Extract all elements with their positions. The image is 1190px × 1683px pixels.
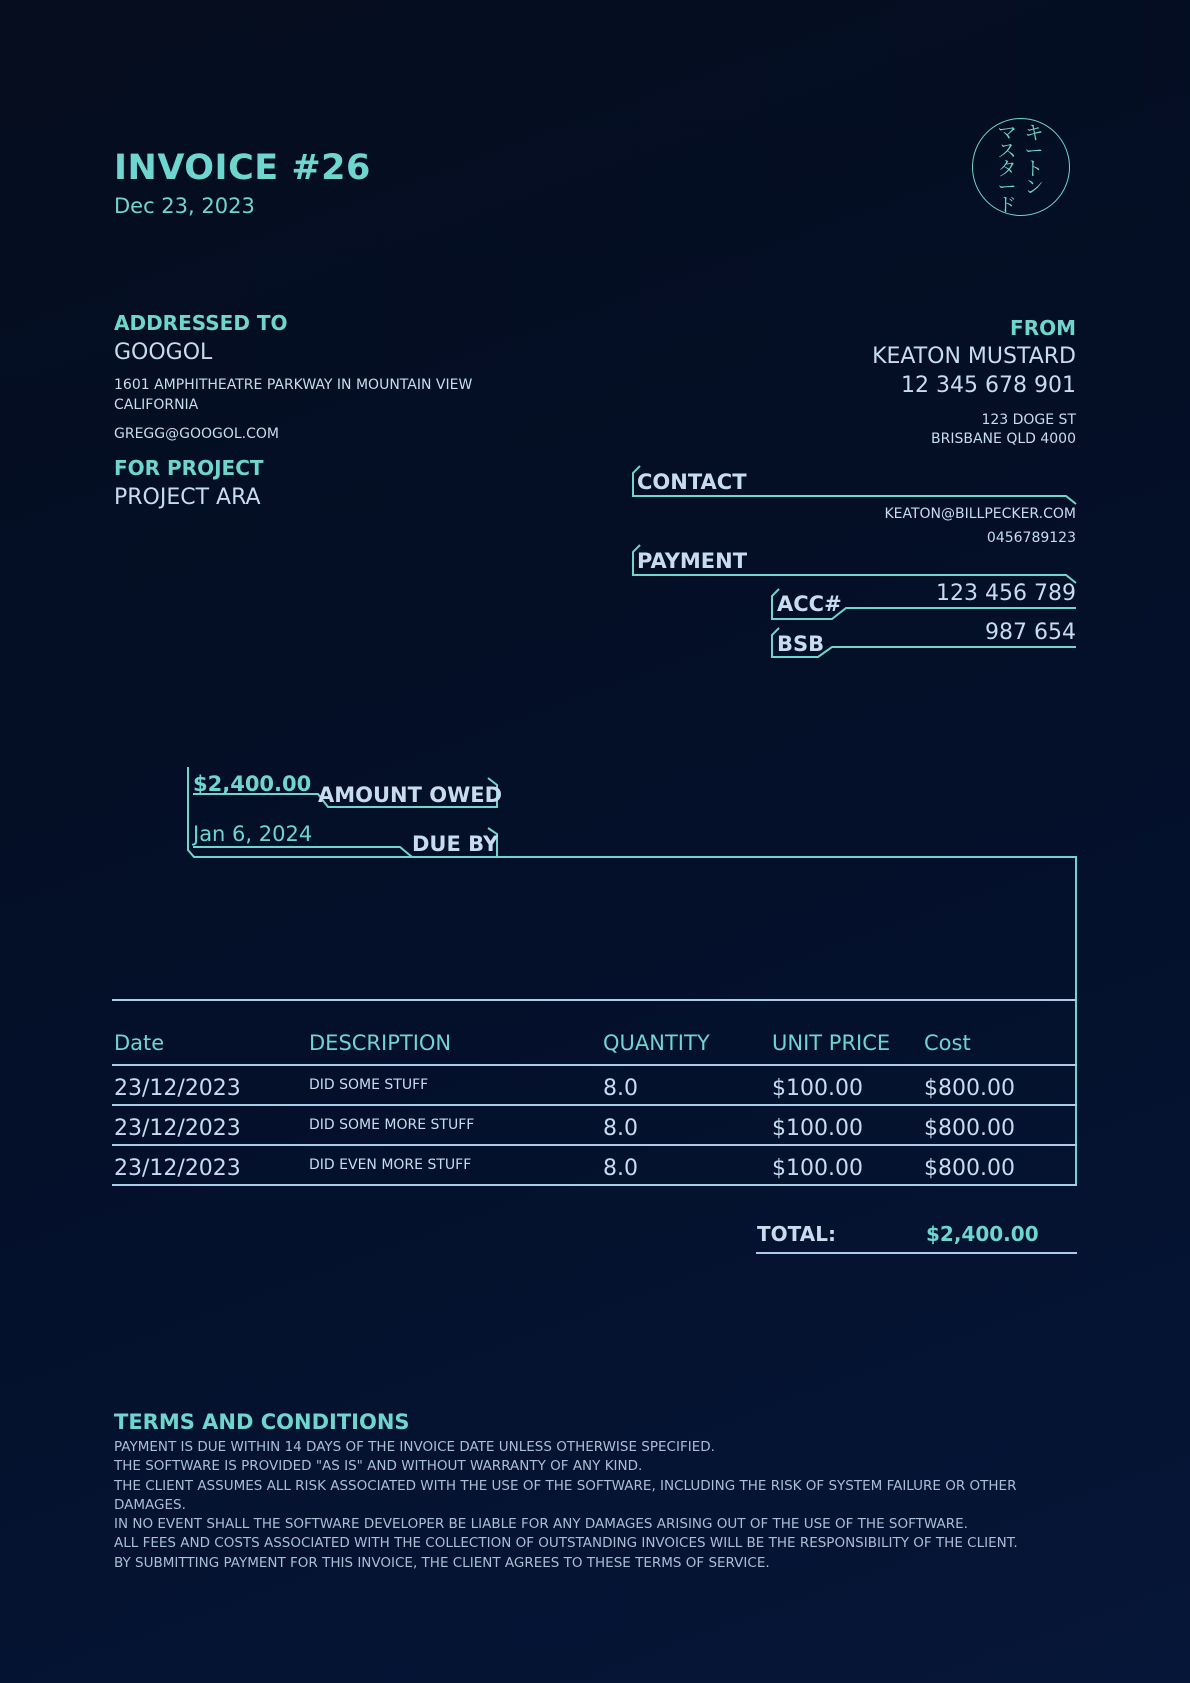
sender-abn: 12 345 678 901 [901, 373, 1076, 398]
total-label: TOTAL: [757, 1222, 836, 1246]
terms-line: THE SOFTWARE IS PROVIDED "AS IS" AND WITHOUT WARRANTY OF ANY KIND. [114, 1458, 643, 1475]
amount-owed-value: $2,400.00 [193, 772, 312, 796]
invoice-title: INVOICE #26 [114, 148, 371, 188]
contact-label: CONTACT [637, 470, 747, 494]
client-address-line1: 1601 AMPHITHEATRE PARKWAY IN MOUNTAIN VIEW [114, 377, 473, 393]
acc-label: ACC# [777, 592, 842, 616]
due-by-label: DUE BY [412, 832, 499, 856]
contact-email[interactable]: KEATON@BILLPECKER.COM [884, 506, 1076, 522]
contact-phone: 0456789123 [986, 530, 1076, 546]
payment-label: PAYMENT [637, 549, 748, 573]
row-description: DID EVEN MORE STUFF [309, 1157, 472, 1173]
terms-line: BY SUBMITTING PAYMENT FOR THIS INVOICE, THE CLIENT AGREES TO THESE TERMS OF SERVICE. [114, 1554, 770, 1571]
row-unit-price: $100.00 [772, 1116, 863, 1141]
from-label: FROM [1010, 316, 1076, 340]
column-header-unit-price: UNIT PRICE [772, 1031, 891, 1055]
terms-line: THE CLIENT ASSUMES ALL RISK ASSOCIATED WITH THE USE OF THE SOFTWARE, INCLUDING THE RISK OF SYSTEM FAILURE OR OTHER DAMAGES. [114, 1477, 1017, 1513]
katakana-logo-icon [972, 118, 1070, 216]
logo-column-2: キ ー ト ン [1024, 122, 1044, 198]
total-value: $2,400.00 [926, 1222, 1039, 1246]
row-date: 23/12/2023 [114, 1116, 241, 1141]
bsb-label: BSB [777, 632, 825, 656]
client-address-line2: CALIFORNIA [114, 397, 199, 413]
row-cost: $800.00 [924, 1076, 1015, 1101]
acc-value: 123 456 789 [936, 581, 1076, 606]
column-header-description: DESCRIPTION [309, 1031, 452, 1055]
row-date: 23/12/2023 [114, 1156, 241, 1181]
terms-line: ALL FEES AND COSTS ASSOCIATED WITH THE COLLECTION OF OUTSTANDING INVOICES WILL BE THE RESPONSIBILITY OF THE CLIENT. [114, 1535, 1018, 1552]
terms-title: TERMS AND CONDITIONS [114, 1410, 410, 1434]
terms-body [114, 1438, 1074, 1573]
addressed-to-label: ADDRESSED TO [114, 311, 288, 335]
project-name: PROJECT ARA [114, 485, 261, 510]
sender-name: KEATON MUSTARD [872, 344, 1076, 369]
due-date-value: Jan 6, 2024 [193, 822, 313, 846]
column-header-date: Date [114, 1031, 165, 1055]
row-quantity: 8.0 [603, 1116, 638, 1141]
sender-address-line1: 123 DOGE ST [981, 412, 1076, 428]
row-quantity: 8.0 [603, 1156, 638, 1181]
row-cost: $800.00 [924, 1156, 1015, 1181]
amount-owed-label: AMOUNT OWED [318, 783, 503, 807]
row-unit-price: $100.00 [772, 1156, 863, 1181]
column-header-cost: Cost [924, 1031, 971, 1055]
terms-line: IN NO EVENT SHALL THE SOFTWARE DEVELOPER BE LIABLE FOR ANY DAMAGES ARISING OUT OF THE USE OF THE SOFTWARE. [114, 1516, 968, 1533]
row-cost: $800.00 [924, 1116, 1015, 1141]
project-label: FOR PROJECT [114, 456, 264, 480]
invoice-date: Dec 23, 2023 [114, 194, 255, 218]
client-email: GREGG@GOOGOL.COM [114, 426, 279, 442]
row-date: 23/12/2023 [114, 1076, 241, 1101]
row-description: DID SOME STUFF [309, 1077, 429, 1093]
column-header-quantity: QUANTITY [603, 1031, 710, 1055]
row-description: DID SOME MORE STUFF [309, 1117, 475, 1133]
bsb-value: 987 654 [985, 620, 1076, 645]
client-name: GOOGOL [114, 340, 213, 365]
logo-column-1: マ ス タ ー ド [997, 122, 1017, 216]
row-quantity: 8.0 [603, 1076, 638, 1101]
terms-line: PAYMENT IS DUE WITHIN 14 DAYS OF THE INVOICE DATE UNLESS OTHERWISE SPECIFIED. [114, 1439, 715, 1455]
row-unit-price: $100.00 [772, 1076, 863, 1101]
sender-address-line2: BRISBANE QLD 4000 [931, 431, 1076, 447]
